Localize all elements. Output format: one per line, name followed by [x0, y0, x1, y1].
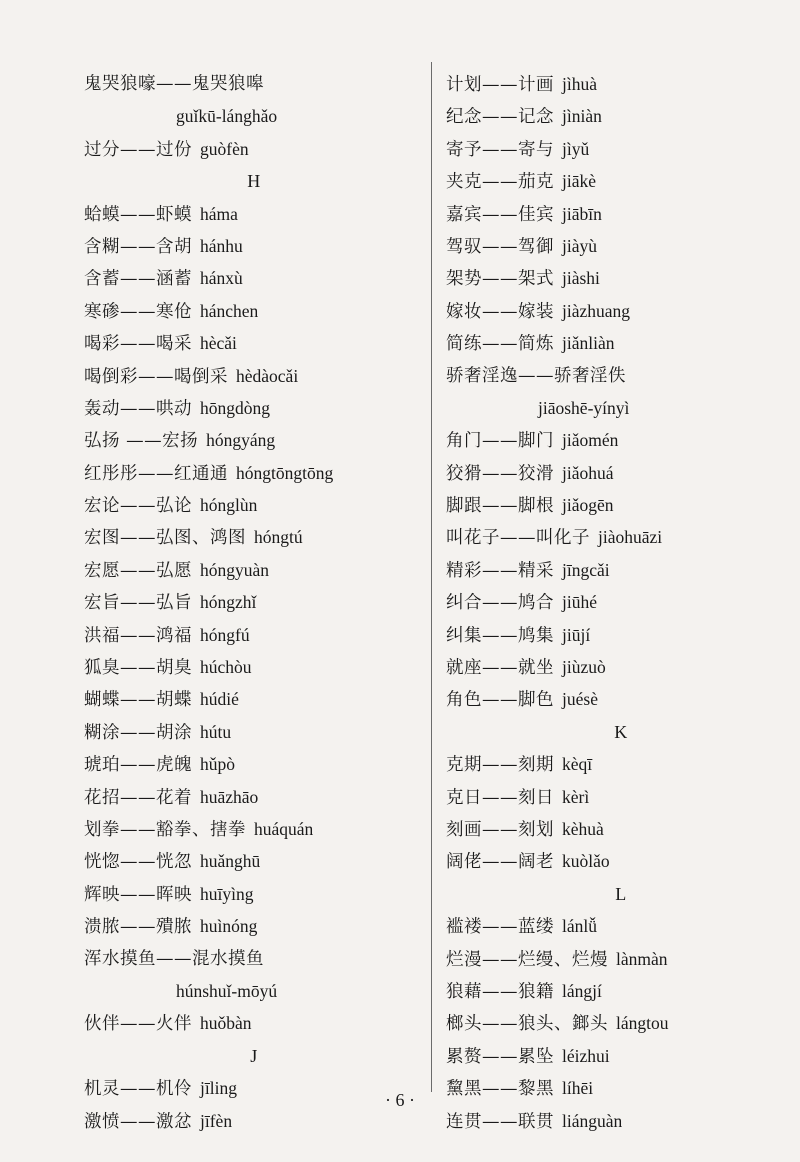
entry-variants: 浑水摸鱼——混水摸鱼 [84, 948, 264, 969]
word-entry [446, 813, 796, 845]
word-entry [84, 392, 424, 424]
word-entry [446, 781, 796, 813]
word-entry [446, 68, 796, 100]
entry-variants: 琥珀——虎魄 [84, 755, 192, 776]
word-entry [446, 943, 796, 975]
entry-pinyin: hōngdòng [200, 397, 270, 418]
word-entry [446, 489, 796, 521]
entry-variants: 纠合——鸠合 [446, 593, 554, 614]
entry-pinyin: jiàzhuang [562, 300, 631, 321]
page-number: · 6 · [385, 1090, 415, 1110]
entry-variants: 累赘——累坠 [446, 1046, 554, 1067]
word-entry [446, 683, 796, 715]
entry-pinyin: jìhuà [562, 74, 597, 94]
entry-pinyin: huǒbàn [200, 1013, 252, 1034]
entry-pinyin: juésè [562, 689, 598, 710]
entry-pinyin: hánxù [200, 268, 243, 289]
entry-variants: 嫁妆——嫁装 [446, 301, 554, 322]
word-entry [84, 619, 424, 651]
entry-variants: 轰动——哄动 [84, 398, 192, 419]
entry-continuation [84, 100, 424, 132]
entry-variants: 宏旨——弘旨 [84, 593, 192, 614]
entry-pinyin: jiūjí [562, 624, 591, 645]
word-entry [446, 262, 796, 294]
entry-continuation [84, 975, 424, 1007]
entry-variants: 连贯——联贯 [446, 1111, 554, 1132]
entry-variants: 脚跟——脚根 [446, 496, 554, 517]
entry-variants: 寄予——寄与 [446, 139, 554, 160]
word-entry [446, 100, 796, 132]
entry-pinyin: jiǎohuá [562, 462, 614, 483]
entry-variants: 角门——脚门 [446, 431, 554, 452]
column-divider [431, 62, 432, 1092]
word-entry [84, 133, 424, 165]
entry-variants: 简练——简炼 [446, 334, 554, 355]
word-entry [84, 68, 424, 100]
entry-pinyin: lánlǚ [562, 916, 597, 937]
word-entry [84, 910, 424, 942]
entry-pinyin: lángtou [616, 1013, 669, 1034]
entry-pinyin: jiāoshē-yínyì [538, 397, 630, 418]
word-entry [84, 554, 424, 586]
entry-pinyin: hútu [200, 721, 232, 742]
entry-pinyin: hǔpò [200, 754, 235, 775]
entry-variants: 激愤——激忿 [84, 1111, 192, 1132]
entry-pinyin: jiǎomén [562, 430, 619, 451]
entry-pinyin: huāzhāo [200, 786, 259, 807]
word-entry [446, 198, 796, 230]
word-entry [84, 781, 424, 813]
entry-pinyin: jiǎnliàn [562, 333, 615, 354]
entry-variants: 角色——脚色 [446, 690, 554, 711]
word-entry [446, 975, 796, 1007]
entry-pinyin: jiàyù [562, 235, 597, 256]
entry-continuation [446, 392, 796, 424]
entry-variants: 寒碜——寒伧 [84, 301, 192, 322]
entry-variants: 烂漫——烂缦、烂熳 [446, 949, 608, 970]
word-entry [84, 748, 424, 780]
entry-pinyin: húdié [200, 689, 239, 710]
word-entry [84, 198, 424, 230]
word-entry [84, 327, 424, 359]
entry-pinyin: jìniàn [562, 106, 602, 127]
entry-pinyin: lànmàn [616, 948, 668, 969]
entry-variants: 刻画——刻划 [446, 819, 554, 840]
entry-variants: 纠集——鸠集 [446, 625, 554, 646]
word-entry [446, 619, 796, 651]
entry-pinyin: hècǎi [200, 333, 237, 354]
word-entry [446, 424, 796, 456]
entry-pinyin: jiàohuāzi [598, 527, 663, 548]
word-entry [446, 165, 796, 197]
entry-pinyin: háma [200, 203, 238, 224]
word-entry [446, 360, 796, 392]
entry-pinyin: guòfèn [200, 138, 249, 159]
entry-variants: 辉映——晖映 [84, 884, 192, 905]
entry-pinyin: kèqī [562, 754, 593, 775]
entry-variants: 夹克——茄克 [446, 172, 554, 193]
entry-pinyin: huìnóng [200, 916, 258, 937]
section-letter: K [614, 721, 628, 742]
word-entry [84, 489, 424, 521]
entry-pinyin: huīyìng [200, 883, 254, 904]
entry-pinyin: jiābīn [562, 203, 602, 224]
right-column [446, 68, 796, 1137]
entry-variants: 鬼哭狼嚎——鬼哭狼嗥 [84, 74, 264, 94]
entry-variants: 机灵——机伶 [84, 1079, 192, 1100]
word-entry [84, 878, 424, 910]
entry-variants: 嘉宾——佳宾 [446, 204, 554, 225]
entry-variants: 划拳——豁拳、搳拳 [84, 819, 246, 840]
word-entry [84, 586, 424, 618]
entry-variants: 喝倒彩——喝倒采 [84, 366, 228, 387]
entry-variants: 红彤彤——红通通 [84, 463, 228, 484]
word-entry [84, 424, 424, 456]
entry-variants: 狼藉——狼籍 [446, 981, 554, 1002]
entry-variants: 宏图——弘图、鸿图 [84, 528, 246, 549]
entry-variants: 就座——就坐 [446, 658, 554, 679]
entry-variants: 榔头——狼头、鎯头 [446, 1014, 608, 1035]
word-entry [446, 521, 796, 553]
entry-pinyin: líhēi [562, 1078, 594, 1099]
entry-pinyin: hóngzhǐ [200, 592, 257, 613]
entry-pinyin: guǐkū-lánghǎo [176, 106, 278, 127]
entry-variants: 宏论——弘论 [84, 496, 192, 517]
entry-pinyin: hóngyuàn [200, 559, 270, 580]
word-entry [84, 651, 424, 683]
entry-pinyin: hèdàocǎi [236, 365, 299, 386]
word-entry [84, 1007, 424, 1039]
entry-pinyin: jìyǔ [562, 138, 590, 159]
entry-variants: 叫花子——叫化子 [446, 528, 590, 549]
word-entry [446, 554, 796, 586]
entry-pinyin: jiàshi [562, 268, 600, 289]
entry-variants: 花招——花着 [84, 787, 192, 808]
entry-variants: 骄奢淫逸——骄奢淫佚 [446, 365, 626, 386]
left-column [84, 68, 424, 1137]
entry-variants: 阔佬——阔老 [446, 852, 554, 873]
entry-pinyin: lángjí [562, 980, 602, 1001]
entry-pinyin: hóngtōngtōng [236, 462, 334, 483]
word-entry [84, 943, 424, 975]
entry-variants: 恍惚——恍忽 [84, 852, 192, 873]
entry-pinyin: kèrì [562, 786, 590, 807]
word-entry [446, 586, 796, 618]
entry-pinyin: jīfèn [200, 1110, 233, 1131]
word-entry [84, 683, 424, 715]
entry-pinyin: hóngyáng [206, 430, 276, 451]
entry-variants: 含糊——含胡 [84, 236, 192, 257]
entry-pinyin: jiùzuò [562, 657, 606, 678]
word-entry [84, 262, 424, 294]
word-entry [446, 133, 796, 165]
entry-pinyin: hóngfú [200, 624, 250, 645]
section-letter: J [250, 1045, 258, 1066]
word-entry [446, 845, 796, 877]
word-entry [84, 457, 424, 489]
entry-pinyin: huáquán [254, 818, 314, 839]
entry-variants: 计划——计画 [446, 75, 554, 95]
word-entry [446, 651, 796, 683]
entry-pinyin: hónglùn [200, 495, 258, 516]
entry-variants: 狐臭——胡臭 [84, 658, 192, 679]
word-entry [446, 230, 796, 262]
word-entry [84, 230, 424, 262]
entry-variants: 克期——刻期 [446, 755, 554, 776]
entry-variants: 过分——过份 [84, 139, 192, 160]
word-entry [446, 1007, 796, 1039]
entry-pinyin: húchòu [200, 657, 252, 678]
entry-pinyin: hóngtú [254, 527, 303, 548]
word-entry [446, 295, 796, 327]
entry-variants: 克日——刻日 [446, 787, 554, 808]
word-entry [84, 360, 424, 392]
entry-pinyin: húnshuǐ-mōyú [176, 980, 278, 1001]
entry-variants: 纪念——记念 [446, 107, 554, 128]
entry-variants: 洪福——鸿福 [84, 625, 192, 646]
entry-pinyin: liánguàn [562, 1110, 623, 1131]
entry-pinyin: jīngcǎi [562, 559, 610, 580]
entry-variants: 弘扬 ——宏扬 [84, 431, 199, 452]
entry-pinyin: jīling [200, 1078, 237, 1099]
word-entry [84, 521, 424, 553]
entry-pinyin: kuòlǎo [562, 851, 610, 872]
entry-variants: 糊涂——胡涂 [84, 722, 192, 743]
word-entry [84, 295, 424, 327]
entry-variants: 褴褛——蓝缕 [446, 917, 554, 938]
entry-variants: 黧黑——黎黑 [446, 1079, 554, 1100]
entry-pinyin: hánhu [200, 235, 243, 256]
word-entry [84, 845, 424, 877]
entry-variants: 溃脓——殨脓 [84, 917, 192, 938]
word-entry [446, 910, 796, 942]
entry-variants: 伙伴——火伴 [84, 1014, 192, 1035]
word-entry [84, 716, 424, 748]
entry-variants: 狡猾——狡滑 [446, 463, 554, 484]
word-entry [446, 1040, 796, 1072]
entry-pinyin: hánchen [200, 300, 259, 321]
entry-pinyin: jiākè [562, 171, 597, 192]
entry-variants: 喝彩——喝采 [84, 334, 192, 355]
entry-pinyin: jiūhé [562, 592, 597, 613]
entry-variants: 蛤蟆——虾蟆 [84, 204, 192, 225]
word-entry [446, 327, 796, 359]
section-letter: L [615, 883, 627, 904]
entry-variants: 宏愿——弘愿 [84, 560, 192, 581]
section-letter: H [247, 171, 261, 192]
word-entry [446, 457, 796, 489]
entry-pinyin: huǎnghū [200, 851, 261, 872]
entry-variants: 含蓄——涵蓄 [84, 269, 192, 290]
entry-pinyin: kèhuà [562, 818, 604, 839]
word-entry [84, 813, 424, 845]
entry-pinyin: jiǎogēn [562, 495, 614, 516]
word-entry [446, 748, 796, 780]
entry-variants: 蝴蝶——胡蝶 [84, 690, 192, 711]
entry-variants: 精彩——精采 [446, 560, 554, 581]
entry-variants: 驾驭——驾御 [446, 236, 554, 257]
entry-variants: 架势——架式 [446, 269, 554, 290]
entry-pinyin: léizhui [562, 1045, 610, 1066]
